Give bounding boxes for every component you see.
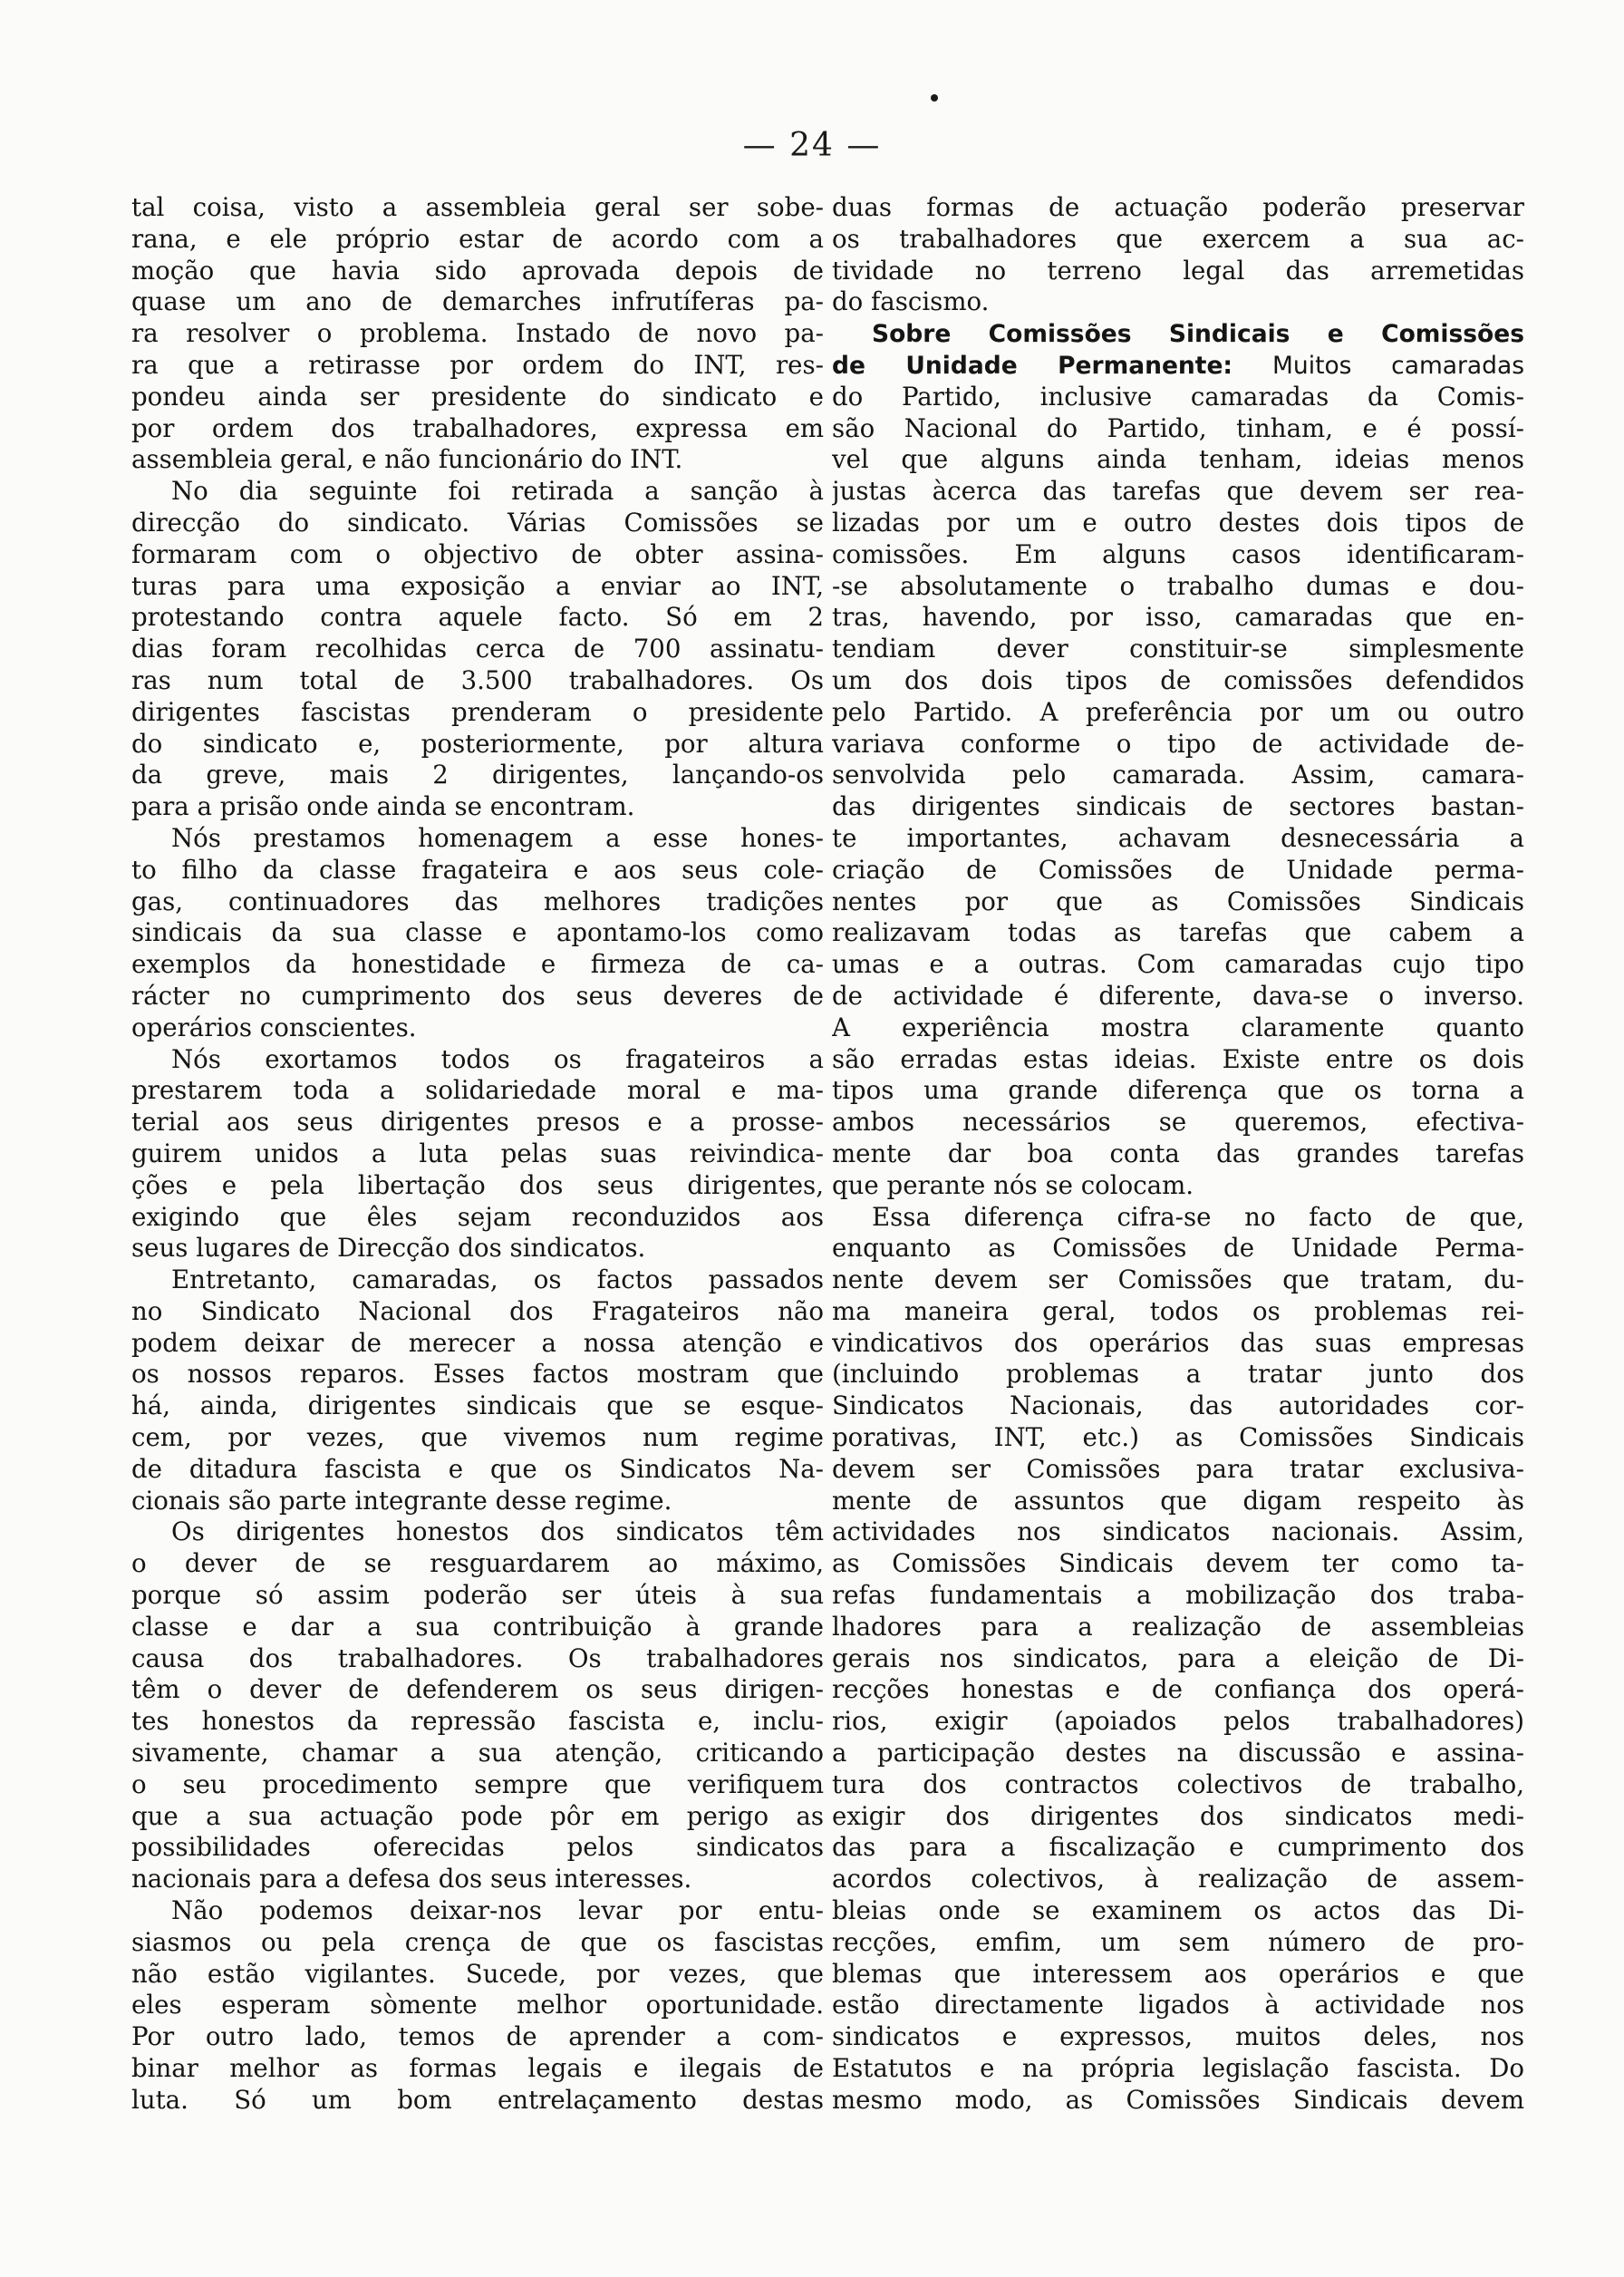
- text-line: protestando contra aquele facto. Só em 2: [131, 602, 824, 633]
- text-line: acordos colectivos, à realização de assem-: [832, 1864, 1524, 1894]
- text-line: umas e a outras. Com camaradas cujo tipo: [832, 949, 1524, 980]
- text-line: senvolvida pelo camarada. Assim, camara-: [832, 760, 1524, 790]
- text-line: nacionais para a defesa dos seus interesses.: [131, 1864, 692, 1894]
- text-line: formaram com o objectivo de obter assina-: [131, 538, 824, 569]
- text-line: tipos uma grande diferença que os torna a: [832, 1075, 1524, 1106]
- text-line: vindicativos dos operários das suas empresas: [832, 1327, 1524, 1358]
- text-line: lizadas por um e outro destes dois tipos de: [832, 507, 1524, 538]
- text-line: prestarem toda a solidariedade moral e ma-: [131, 1075, 824, 1106]
- text-line: mesmo modo, as Comissões Sindicais devem: [832, 2084, 1524, 2115]
- text-line: ras num total de 3.500 trabalhadores. Os: [131, 664, 824, 695]
- text-line: um dos dois tipos de comissões defendidos: [832, 664, 1524, 695]
- text-line: rios, exigir (apoiados pelos trabalhadores): [832, 1706, 1524, 1737]
- text-line: o dever de se resguardarem ao máximo,: [131, 1548, 824, 1579]
- text-line: te importantes, achavam desnecessária a: [832, 822, 1524, 853]
- text-line: tes honestos da repressão fascista e, inclu-: [131, 1706, 824, 1737]
- text-line: das dirigentes sindicais de sectores bastan-: [832, 791, 1524, 822]
- text-line: porque só assim poderão ser úteis à sua: [131, 1580, 824, 1611]
- text-line: Estatutos e na própria legislação fascista. Do: [832, 2053, 1524, 2084]
- text-line: sindicais da sua classe e apontamo-los como: [131, 917, 824, 948]
- text-line: Entretanto, camaradas, os factos passados: [171, 1264, 824, 1295]
- text-line: as Comissões Sindicais devem ter como ta-: [832, 1548, 1524, 1579]
- text-line: das para a fiscalização e cumprimento dos: [832, 1832, 1524, 1863]
- text-line: são erradas estas ideias. Existe entre os dois: [832, 1043, 1524, 1074]
- text-line: estão directamente ligados à actividade nos: [832, 1990, 1524, 2020]
- text-line: tendiam dever constituir-se simplesmente: [832, 634, 1524, 664]
- section-heading: Sobre Comissões Sindicais e Comissões: [872, 320, 1524, 349]
- text-line: são Nacional do Partido, tinham, e é possí-: [832, 412, 1524, 443]
- text-line: têm o dever de defenderem os seus dirigen-: [131, 1674, 824, 1705]
- text-line: que a sua actuação pode pôr em perigo as: [131, 1800, 824, 1831]
- text-line: direcção do sindicato. Várias Comissões se: [131, 507, 824, 538]
- text-line: quase um ano de demarches infrutíferas pa-: [131, 286, 824, 317]
- text-line: eles esperam sòmente melhor oportunidade.: [131, 1990, 824, 2020]
- text-line: operários conscientes.: [131, 1012, 417, 1042]
- text-line: os trabalhadores que exercem a sua ac-: [832, 223, 1524, 254]
- text-line: No dia seguinte foi retirada a sanção à: [171, 476, 824, 507]
- text-line: devem ser Comissões para tratar exclusiva-: [832, 1453, 1524, 1484]
- text-line: a participação destes na discussão e assina-: [832, 1738, 1524, 1768]
- text-line: ra que a retirasse por ordem do INT, res-: [131, 349, 824, 380]
- text-line: Por outro lado, temos de aprender a com-: [131, 2021, 824, 2052]
- text-line: tal coisa, visto a assembleia geral ser sobe-: [131, 192, 824, 222]
- text-line: rácter no cumprimento dos seus deveres de: [131, 980, 824, 1011]
- text-line: tividade no terreno legal das arremetidas: [832, 255, 1524, 286]
- text-line: comissões. Em alguns casos identificaram-: [832, 538, 1524, 569]
- right-column: [832, 192, 1524, 2250]
- text-line: de actividade é diferente, dava-se o inverso.: [832, 980, 1524, 1011]
- text-line: criação de Comissões de Unidade perma-: [832, 854, 1524, 885]
- text-line: rana, e ele próprio estar de acordo com a: [131, 223, 824, 254]
- text-line: lhadores para a realização de assembleias: [832, 1611, 1524, 1642]
- text-line: exigindo que êles sejam reconduzidos aos: [131, 1201, 824, 1232]
- text-line: do Partido, inclusive camaradas da Comis-: [832, 381, 1524, 412]
- text-line: dias foram recolhidas cerca de 700 assinatu-: [131, 634, 824, 664]
- text-line: dirigentes fascistas prenderam o presidente: [131, 696, 824, 727]
- text-line: cem, por vezes, que vivemos num regime: [131, 1422, 824, 1453]
- text-line: assembleia geral, e não funcionário do INT.: [131, 444, 683, 475]
- text-line: ambos necessários se queremos, efectiva-: [832, 1107, 1524, 1138]
- text-line: guirem unidos a luta pelas suas reivindica-: [131, 1138, 824, 1168]
- text-line: há, ainda, dirigentes sindicais que se esque-: [131, 1390, 824, 1421]
- text-line: mente dar boa conta das grandes tarefas: [832, 1138, 1524, 1168]
- section-heading-line: [832, 350, 1524, 382]
- heading-continuation: Muitos camaradas: [1272, 351, 1524, 380]
- text-line: para a prisão onde ainda se encontram.: [131, 791, 635, 822]
- text-line: classe e dar a sua contribuição à grande: [131, 1611, 824, 1642]
- text-line: que perante nós se colocam.: [832, 1169, 1194, 1200]
- text-line: bleias onde se examinem os actos das Di-: [832, 1895, 1524, 1926]
- section-heading: de Unidade Permanente:: [832, 351, 1233, 380]
- text-line: blemas que interessem aos operários e que: [832, 1958, 1524, 1989]
- text-line: nentes por que as Comissões Sindicais: [832, 886, 1524, 916]
- text-line: seus lugares de Direcção dos sindicatos.: [131, 1233, 646, 1264]
- text-line: A experiência mostra claramente quanto: [832, 1012, 1524, 1042]
- text-line: ma maneira geral, todos os problemas rei-: [832, 1295, 1524, 1326]
- text-line: terial aos seus dirigentes presos e a prosse-: [131, 1107, 824, 1138]
- text-line: Nós prestamos homenagem a esse hones-: [171, 822, 824, 853]
- text-line: enquanto as Comissões de Unidade Perma-: [832, 1233, 1524, 1264]
- text-line: binar melhor as formas legais e ilegais de: [131, 2053, 824, 2084]
- text-line: pondeu ainda ser presidente do sindicato e: [131, 381, 824, 412]
- text-line: do sindicato e, posteriormente, por altura: [131, 728, 824, 759]
- text-line: da greve, mais 2 dirigentes, lançando-os: [131, 760, 824, 790]
- text-line: Os dirigentes honestos dos sindicatos têm: [171, 1516, 824, 1547]
- text-line: de ditadura fascista e que os Sindicatos Na-: [131, 1453, 824, 1484]
- text-line: nente devem ser Comissões que tratam, du-: [832, 1264, 1524, 1295]
- ink-dot: [931, 94, 938, 102]
- text-line: exemplos da honestidade e firmeza de ca-: [131, 949, 824, 980]
- text-line: moção que havia sido aprovada depois de: [131, 255, 824, 286]
- text-line: Nós exortamos todos os fragateiros a: [171, 1043, 824, 1074]
- text-line: luta. Só um bom entrelaçamento destas: [131, 2084, 824, 2115]
- left-column: [131, 192, 824, 2250]
- text-line: tura dos contractos colectivos de trabalho,: [832, 1768, 1524, 1799]
- text-line: (incluindo problemas a tratar junto dos: [832, 1359, 1524, 1390]
- text-line: to filho da classe fragateira e aos seus cole-: [131, 854, 824, 885]
- text-line: realizavam todas as tarefas que cabem a: [832, 917, 1524, 948]
- page-number: — 24 —: [742, 127, 882, 164]
- text-line: gas, continuadores das melhores tradições: [131, 886, 824, 916]
- text-line: ções e pela libertação dos seus dirigentes,: [131, 1169, 824, 1200]
- text-line: podem deixar de merecer a nossa atenção e: [131, 1327, 824, 1358]
- text-line: refas fundamentais a mobilização dos traba-: [832, 1580, 1524, 1611]
- text-line: do fascismo.: [832, 286, 990, 317]
- text-line: possibilidades oferecidas pelos sindicatos: [131, 1832, 824, 1863]
- text-line: recções honestas e de confiança dos operá-: [832, 1674, 1524, 1705]
- text-line: justas àcerca das tarefas que devem ser rea-: [832, 476, 1524, 507]
- text-line: ra resolver o problema. Instado de novo pa-: [131, 318, 824, 349]
- text-line: os nossos reparos. Esses factos mostram que: [131, 1359, 824, 1390]
- text-line: exigir dos dirigentes dos sindicatos medi-: [832, 1800, 1524, 1831]
- text-line: variava conforme o tipo de actividade de-: [832, 728, 1524, 759]
- text-line: no Sindicato Nacional dos Fragateiros não: [131, 1295, 824, 1326]
- text-line: recções, emfim, um sem número de pro-: [832, 1926, 1524, 1957]
- text-line: actividades nos sindicatos nacionais. Assim,: [832, 1516, 1524, 1547]
- text-line: por ordem dos trabalhadores, expressa em: [131, 412, 824, 443]
- text-line: turas para uma exposição a enviar ao INT,: [131, 570, 824, 601]
- text-line: gerais nos sindicatos, para a eleição de Di-: [832, 1642, 1524, 1673]
- text-line: cionais são parte integrante desse regime.: [131, 1485, 672, 1516]
- text-line: tras, havendo, por isso, camaradas que en-: [832, 602, 1524, 633]
- text-line: -se absolutamente o trabalho dumas e dou-: [832, 570, 1524, 601]
- text-line: o seu procedimento sempre que verifiquem: [131, 1768, 824, 1799]
- text-line: pelo Partido. A preferência por um ou outro: [832, 696, 1524, 727]
- text-line: vel que alguns ainda tenham, ideias menos: [832, 444, 1524, 475]
- text-line: causa dos trabalhadores. Os trabalhadores: [131, 1642, 824, 1673]
- text-line: sindicatos e expressos, muitos deles, nos: [832, 2021, 1524, 2052]
- text-line: mente de assuntos que digam respeito às: [832, 1485, 1524, 1516]
- text-line: sivamente, chamar a sua atenção, criticando: [131, 1738, 824, 1768]
- text-line: porativas, INT, etc.) as Comissões Sindicais: [832, 1422, 1524, 1453]
- text-line: não estão vigilantes. Sucede, por vezes, que: [131, 1958, 824, 1989]
- text-line: siasmos ou pela crença de que os fascistas: [131, 1926, 824, 1957]
- text-line: Sindicatos Nacionais, das autoridades cor-: [832, 1390, 1524, 1421]
- text-line: duas formas de actuação poderão preservar: [832, 192, 1524, 222]
- text-line: Essa diferença cifra-se no facto de que,: [872, 1201, 1524, 1232]
- section-heading-line: [832, 318, 1524, 350]
- text-line: Não podemos deixar-nos levar por entu-: [171, 1895, 824, 1926]
